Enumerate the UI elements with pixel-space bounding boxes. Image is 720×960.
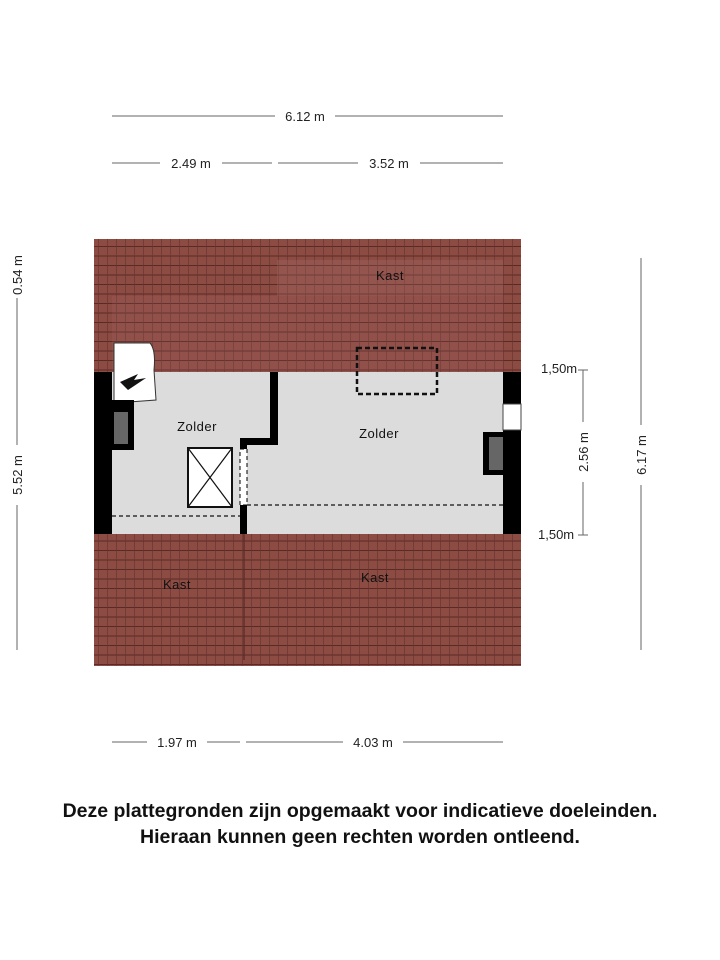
svg-text:2.49 m: 2.49 m [171, 156, 211, 171]
svg-text:6.17 m: 6.17 m [634, 435, 649, 475]
dimension-top-right [278, 156, 503, 171]
zolder-floor [112, 372, 503, 534]
dimension-bottom-right [246, 735, 503, 750]
height-label-top: 1,50m [541, 361, 578, 376]
dimension-left-top [10, 255, 25, 300]
room-label-kast-top: Kast [375, 268, 405, 283]
dimension-left-main [10, 300, 25, 650]
dimension-right-total [634, 258, 649, 650]
chimney-right [489, 437, 503, 470]
room-label-zolder-right: Zolder [359, 426, 399, 441]
room-label-zolder-left: Zolder [177, 419, 217, 434]
attic-hatch [188, 448, 232, 507]
dimension-bottom-left [112, 735, 240, 750]
disclaimer [0, 798, 720, 850]
dimension-top-total [112, 109, 503, 124]
svg-text:0.54 m: 0.54 m [10, 255, 25, 295]
window-right [503, 404, 521, 430]
dimension-top-left [112, 156, 272, 171]
disclaimer-line-2: Hieraan kunnen geen rechten worden ontleend. [140, 826, 580, 848]
chimney-left [114, 412, 128, 444]
svg-text:5.52 m: 5.52 m [10, 455, 25, 495]
height-label-bottom: 1,50m [538, 527, 575, 542]
svg-text:6.12 m: 6.12 m [285, 109, 325, 124]
svg-text:4.03 m: 4.03 m [353, 735, 393, 750]
room-label-kast-bottom-right: Kast [360, 570, 390, 585]
disclaimer-line-1: Deze plattegronden zijn opgemaakt voor indicatieve doeleinden. [62, 800, 658, 822]
svg-text:1.97 m: 1.97 m [157, 735, 197, 750]
svg-text:2.56 m: 2.56 m [576, 432, 591, 472]
stairs [114, 343, 156, 403]
svg-text:3.52 m: 3.52 m [369, 156, 409, 171]
door-opening [240, 449, 247, 505]
dimension-right-inner [576, 370, 591, 535]
room-label-kast-bottom-left: Kast [162, 577, 192, 592]
